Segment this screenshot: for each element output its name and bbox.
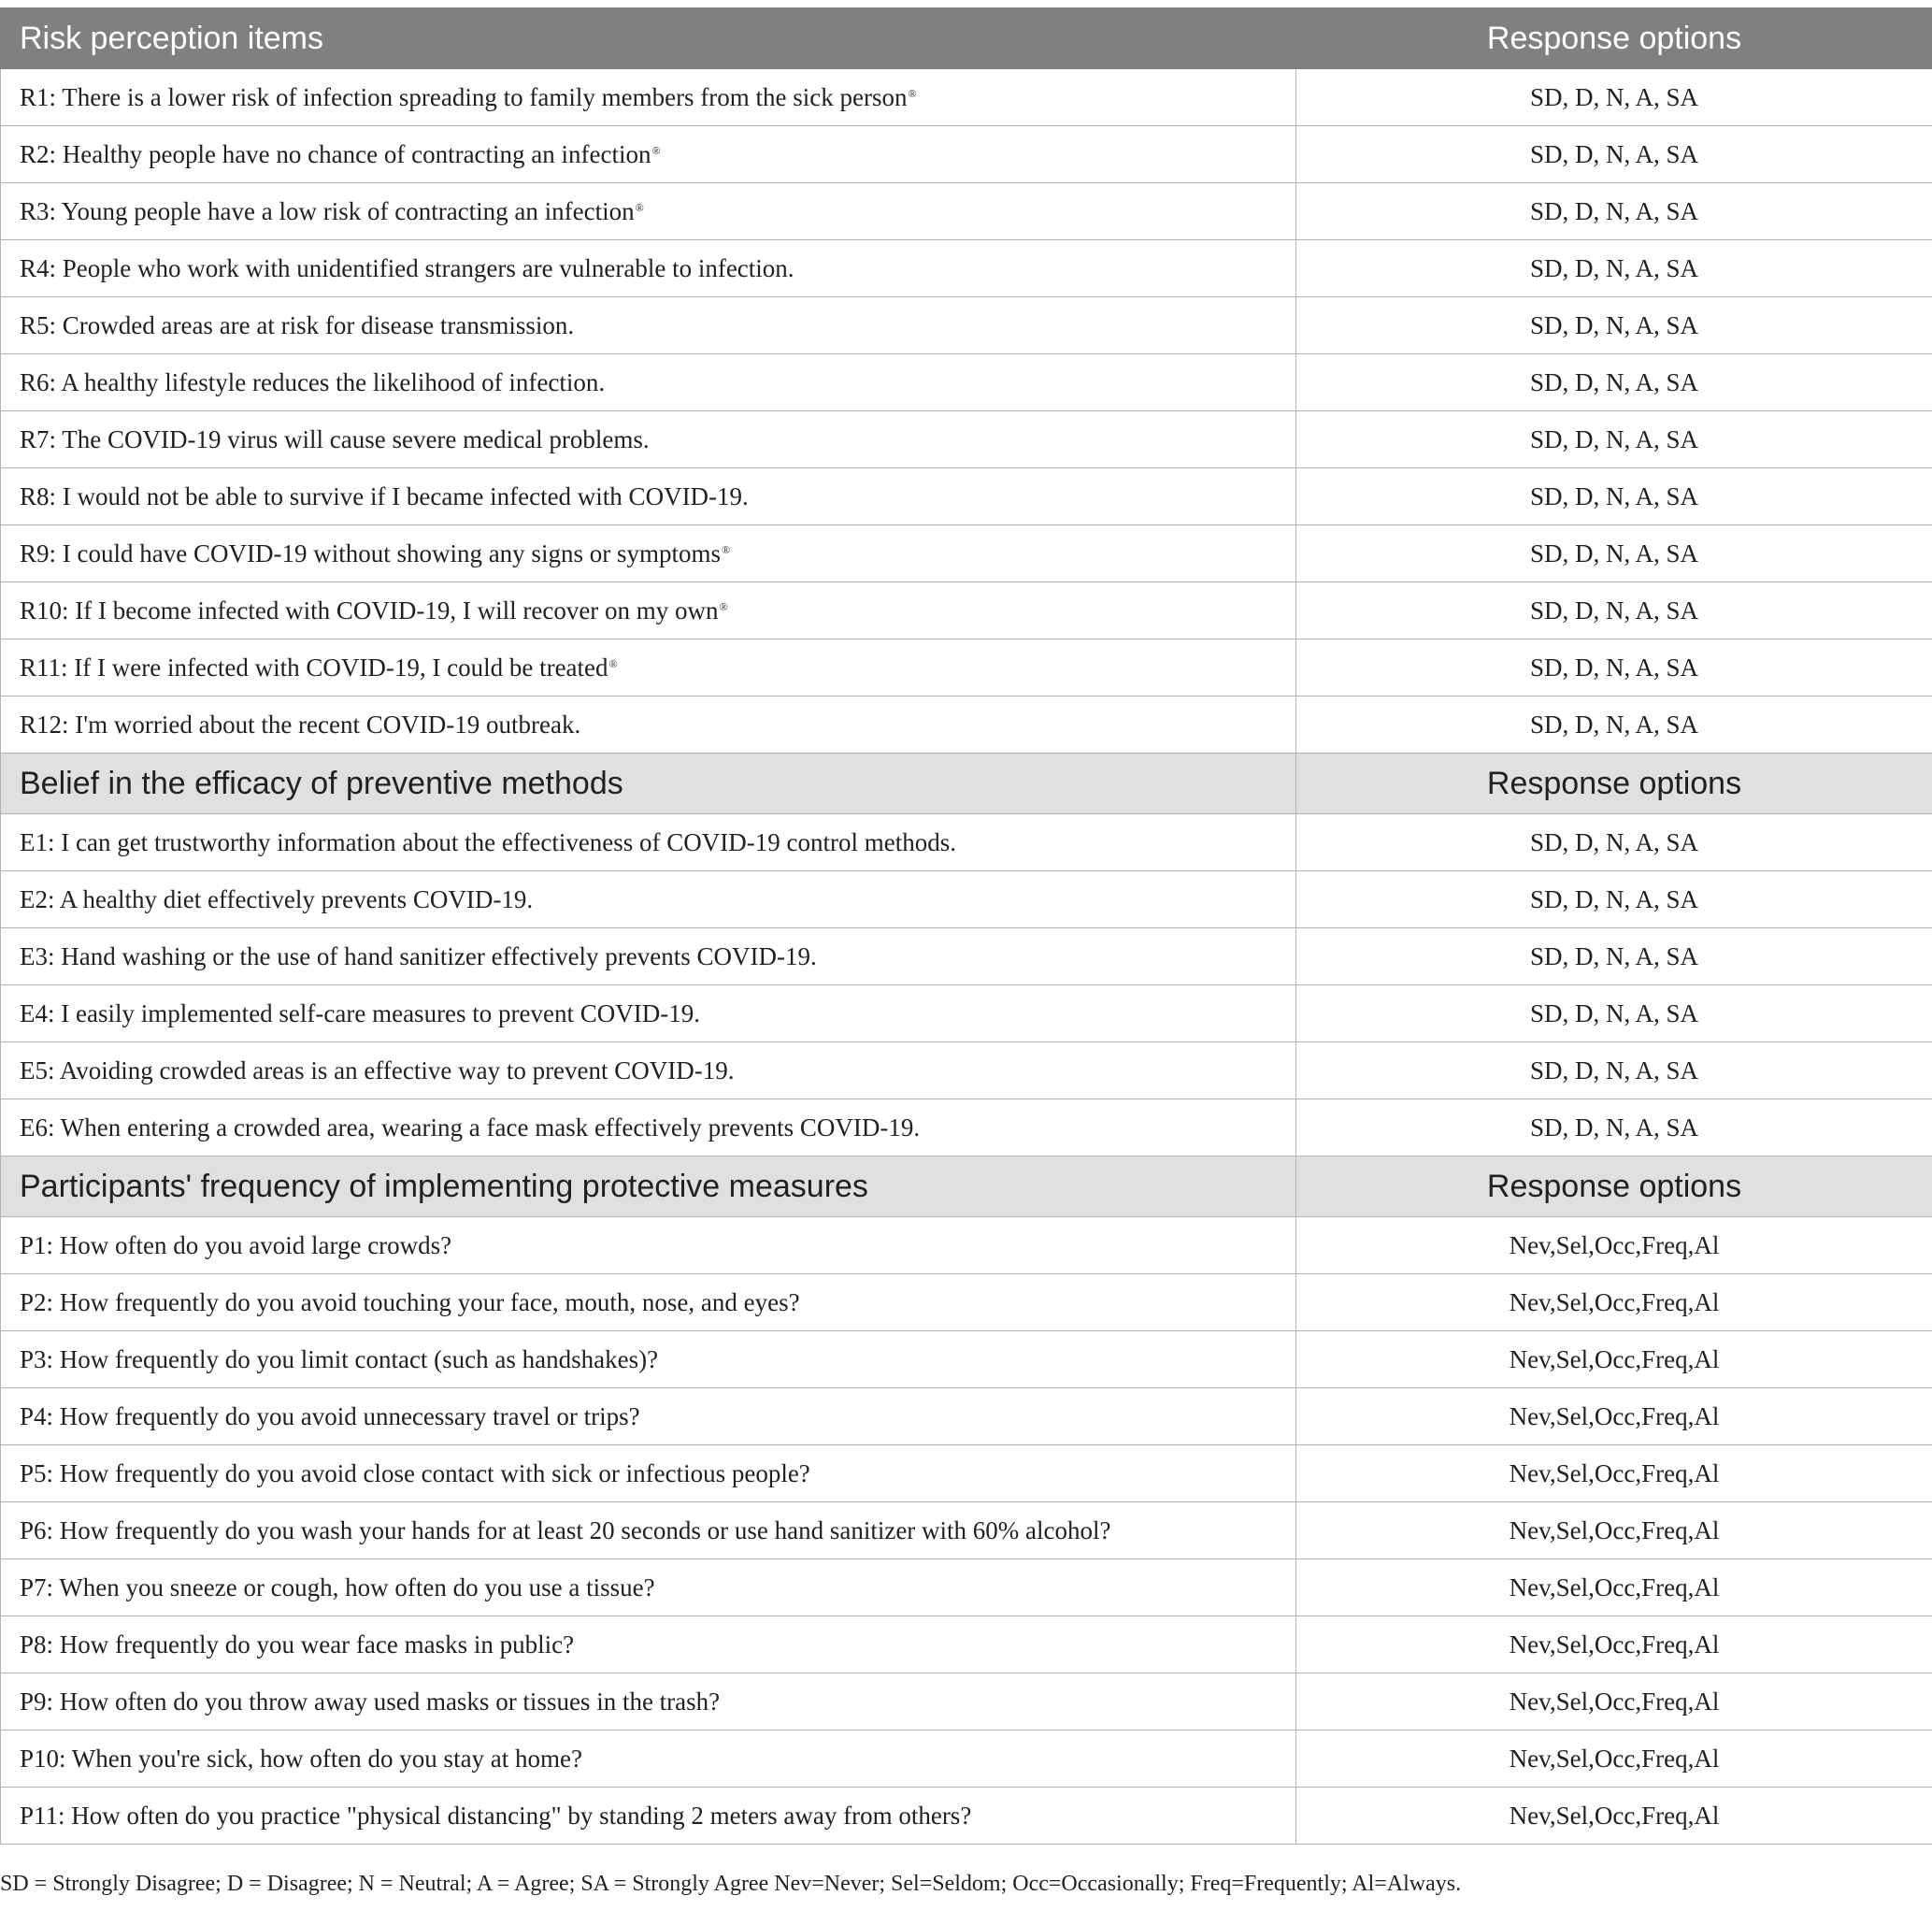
item-cell — [1, 697, 1296, 754]
response-cell: SD, D, N, A, SA — [1296, 582, 1932, 639]
item-cell — [1, 69, 1296, 126]
item-cell — [1, 1502, 1296, 1559]
response-cell: Nev,Sel,Occ,Freq,Al — [1296, 1788, 1932, 1845]
section-header-row — [1, 1156, 1932, 1217]
table-row — [1, 411, 1932, 468]
table-row — [1, 240, 1932, 297]
response-cell: SD, D, N, A, SA — [1296, 871, 1932, 928]
item-text: R6: A healthy lifestyle reduces the likelihood of infection. — [20, 367, 606, 396]
response-cell: Nev,Sel,Occ,Freq,Al — [1296, 1331, 1932, 1388]
item-cell — [1, 1445, 1296, 1502]
item-text: R12: I'm worried about the recent COVID-19 outbreak. — [20, 710, 581, 739]
table-row — [1, 1730, 1932, 1788]
item-text: P10: When you're sick, how often do you stay at home? — [20, 1744, 583, 1773]
item-cell — [1, 411, 1296, 468]
item-text: R3: Young people have a low risk of contracting an infection — [20, 196, 635, 225]
response-cell: Nev,Sel,Occ,Freq,Al — [1296, 1559, 1932, 1616]
table-row — [1, 1274, 1932, 1331]
section-header-row — [1, 754, 1932, 814]
item-cell — [1, 1331, 1296, 1388]
item-cell — [1, 871, 1296, 928]
item-cell — [1, 1788, 1296, 1845]
response-cell: SD, D, N, A, SA — [1296, 240, 1932, 297]
response-cell: Nev,Sel,Occ,Freq,Al — [1296, 1274, 1932, 1331]
table-row — [1, 1331, 1932, 1388]
response-cell: Nev,Sel,Occ,Freq,Al — [1296, 1673, 1932, 1730]
response-cell: SD, D, N, A, SA — [1296, 525, 1932, 582]
response-cell: SD, D, N, A, SA — [1296, 928, 1932, 985]
table-row — [1, 1042, 1932, 1099]
response-options-header: Response options — [1296, 754, 1932, 814]
questionnaire-table-body — [1, 8, 1932, 1845]
item-text: R11: If I were infected with COVID-19, I could be treated — [20, 653, 608, 682]
item-text: R10: If I become infected with COVID-19, I will recover on my own — [20, 596, 719, 625]
questionnaire-table-container — [0, 7, 1932, 1845]
item-text: R8: I would not be able to survive if I became infected with COVID-19. — [20, 481, 749, 510]
response-cell: SD, D, N, A, SA — [1296, 697, 1932, 754]
response-cell: SD, D, N, A, SA — [1296, 814, 1932, 871]
item-text: E5: Avoiding crowded areas is an effective way to prevent COVID-19. — [20, 1056, 735, 1084]
table-row — [1, 297, 1932, 354]
table-row — [1, 126, 1932, 183]
item-text: E2: A healthy diet effectively prevents COVID-19. — [20, 884, 534, 913]
item-cell — [1, 1730, 1296, 1788]
item-text: R2: Healthy people have no chance of contracting an infection — [20, 139, 651, 168]
response-cell: SD, D, N, A, SA — [1296, 1099, 1932, 1156]
table-row — [1, 1788, 1932, 1845]
item-text: P7: When you sneeze or cough, how often do you use a tissue? — [20, 1573, 655, 1601]
table-row — [1, 697, 1932, 754]
questionnaire-table — [0, 7, 1932, 1845]
section-title: Participants' frequency of implementing protective measures — [1, 1156, 1296, 1217]
item-text: R9: I could have COVID-19 without showing any signs or symptoms — [20, 539, 721, 567]
response-cell: SD, D, N, A, SA — [1296, 297, 1932, 354]
reverse-scored-marker: ® — [635, 200, 644, 214]
item-cell — [1, 1616, 1296, 1673]
item-text: E3: Hand washing or the use of hand sanitizer effectively prevents COVID-19. — [20, 941, 817, 970]
table-row — [1, 1673, 1932, 1730]
table-row — [1, 468, 1932, 525]
table-row — [1, 354, 1932, 411]
item-cell — [1, 639, 1296, 697]
response-cell: Nev,Sel,Occ,Freq,Al — [1296, 1388, 1932, 1445]
table-row — [1, 1616, 1932, 1673]
table-row — [1, 1559, 1932, 1616]
item-cell — [1, 183, 1296, 240]
item-cell — [1, 582, 1296, 639]
item-text: P1: How often do you avoid large crowds? — [20, 1230, 452, 1259]
reverse-scored-marker: ® — [608, 656, 618, 670]
item-cell — [1, 985, 1296, 1042]
response-cell: Nev,Sel,Occ,Freq,Al — [1296, 1502, 1932, 1559]
table-row — [1, 928, 1932, 985]
item-cell — [1, 525, 1296, 582]
table-footnote: SD = Strongly Disagree; D = Disagree; N = Neutral; A = Agree; SA = Strongly Agree Nev=Never; Sel=Seldom; Occ=Occasionally; Freq=Frequently; Al=Always. — [0, 1872, 1462, 1896]
reverse-scored-marker: ® — [719, 599, 728, 613]
response-cell: Nev,Sel,Occ,Freq,Al — [1296, 1616, 1932, 1673]
item-text: P2: How frequently do you avoid touching your face, mouth, nose, and eyes? — [20, 1287, 800, 1316]
table-row — [1, 985, 1932, 1042]
section-header-row — [1, 8, 1932, 69]
table-row — [1, 1099, 1932, 1156]
reverse-scored-marker: ® — [721, 542, 731, 556]
response-options-header: Response options — [1296, 1156, 1932, 1217]
item-cell — [1, 468, 1296, 525]
item-cell — [1, 297, 1296, 354]
item-cell — [1, 240, 1296, 297]
response-cell: SD, D, N, A, SA — [1296, 468, 1932, 525]
table-row — [1, 582, 1932, 639]
item-cell — [1, 1388, 1296, 1445]
item-cell — [1, 1274, 1296, 1331]
item-text: P11: How often do you practice "physical distancing" by standing 2 meters away from others? — [20, 1801, 972, 1830]
reverse-scored-marker: ® — [908, 86, 917, 100]
item-text: R7: The COVID-19 virus will cause severe medical problems. — [20, 424, 650, 453]
table-row — [1, 1388, 1932, 1445]
table-row — [1, 639, 1932, 697]
table-row — [1, 871, 1932, 928]
response-cell: SD, D, N, A, SA — [1296, 639, 1932, 697]
response-cell: Nev,Sel,Occ,Freq,Al — [1296, 1445, 1932, 1502]
response-cell: Nev,Sel,Occ,Freq,Al — [1296, 1730, 1932, 1788]
response-cell: SD, D, N, A, SA — [1296, 183, 1932, 240]
response-cell: SD, D, N, A, SA — [1296, 985, 1932, 1042]
section-title: Risk perception items — [1, 8, 1296, 69]
item-text: P4: How frequently do you avoid unnecessary travel or trips? — [20, 1401, 640, 1430]
item-text: E1: I can get trustworthy information about the effectiveness of COVID-19 control methods. — [20, 827, 957, 856]
item-cell — [1, 928, 1296, 985]
response-cell: SD, D, N, A, SA — [1296, 411, 1932, 468]
item-cell — [1, 814, 1296, 871]
item-text: P6: How frequently do you wash your hands for at least 20 seconds or use hand sanitizer with 60% alcohol? — [20, 1515, 1111, 1544]
item-cell — [1, 1099, 1296, 1156]
item-text: E4: I easily implemented self-care measures to prevent COVID-19. — [20, 998, 700, 1027]
item-text: P9: How often do you throw away used masks or tissues in the trash? — [20, 1687, 721, 1716]
table-row — [1, 525, 1932, 582]
item-text: E6: When entering a crowded area, wearing a face mask effectively prevents COVID-19. — [20, 1113, 921, 1142]
reverse-scored-marker: ® — [651, 143, 661, 157]
section-title: Belief in the efficacy of preventive methods — [1, 754, 1296, 814]
item-text: R4: People who work with unidentified strangers are vulnerable to infection. — [20, 253, 794, 282]
table-row — [1, 1217, 1932, 1274]
item-text: R1: There is a lower risk of infection spreading to family members from the sick person — [20, 82, 908, 111]
table-row — [1, 69, 1932, 126]
table-row — [1, 1445, 1932, 1502]
item-cell — [1, 1217, 1296, 1274]
response-cell: SD, D, N, A, SA — [1296, 1042, 1932, 1099]
item-cell — [1, 1673, 1296, 1730]
response-options-header: Response options — [1296, 8, 1932, 69]
item-text: P5: How frequently do you avoid close contact with sick or infectious people? — [20, 1458, 810, 1487]
response-cell: SD, D, N, A, SA — [1296, 354, 1932, 411]
item-cell — [1, 354, 1296, 411]
item-text: P3: How frequently do you limit contact (such as handshakes)? — [20, 1344, 659, 1373]
response-cell: Nev,Sel,Occ,Freq,Al — [1296, 1217, 1932, 1274]
item-cell — [1, 126, 1296, 183]
item-text: R5: Crowded areas are at risk for disease transmission. — [20, 310, 575, 339]
item-text: P8: How frequently do you wear face masks in public? — [20, 1630, 575, 1659]
response-cell: SD, D, N, A, SA — [1296, 69, 1932, 126]
item-cell — [1, 1042, 1296, 1099]
item-cell — [1, 1559, 1296, 1616]
table-row — [1, 814, 1932, 871]
table-row — [1, 1502, 1932, 1559]
table-row — [1, 183, 1932, 240]
response-cell: SD, D, N, A, SA — [1296, 126, 1932, 183]
